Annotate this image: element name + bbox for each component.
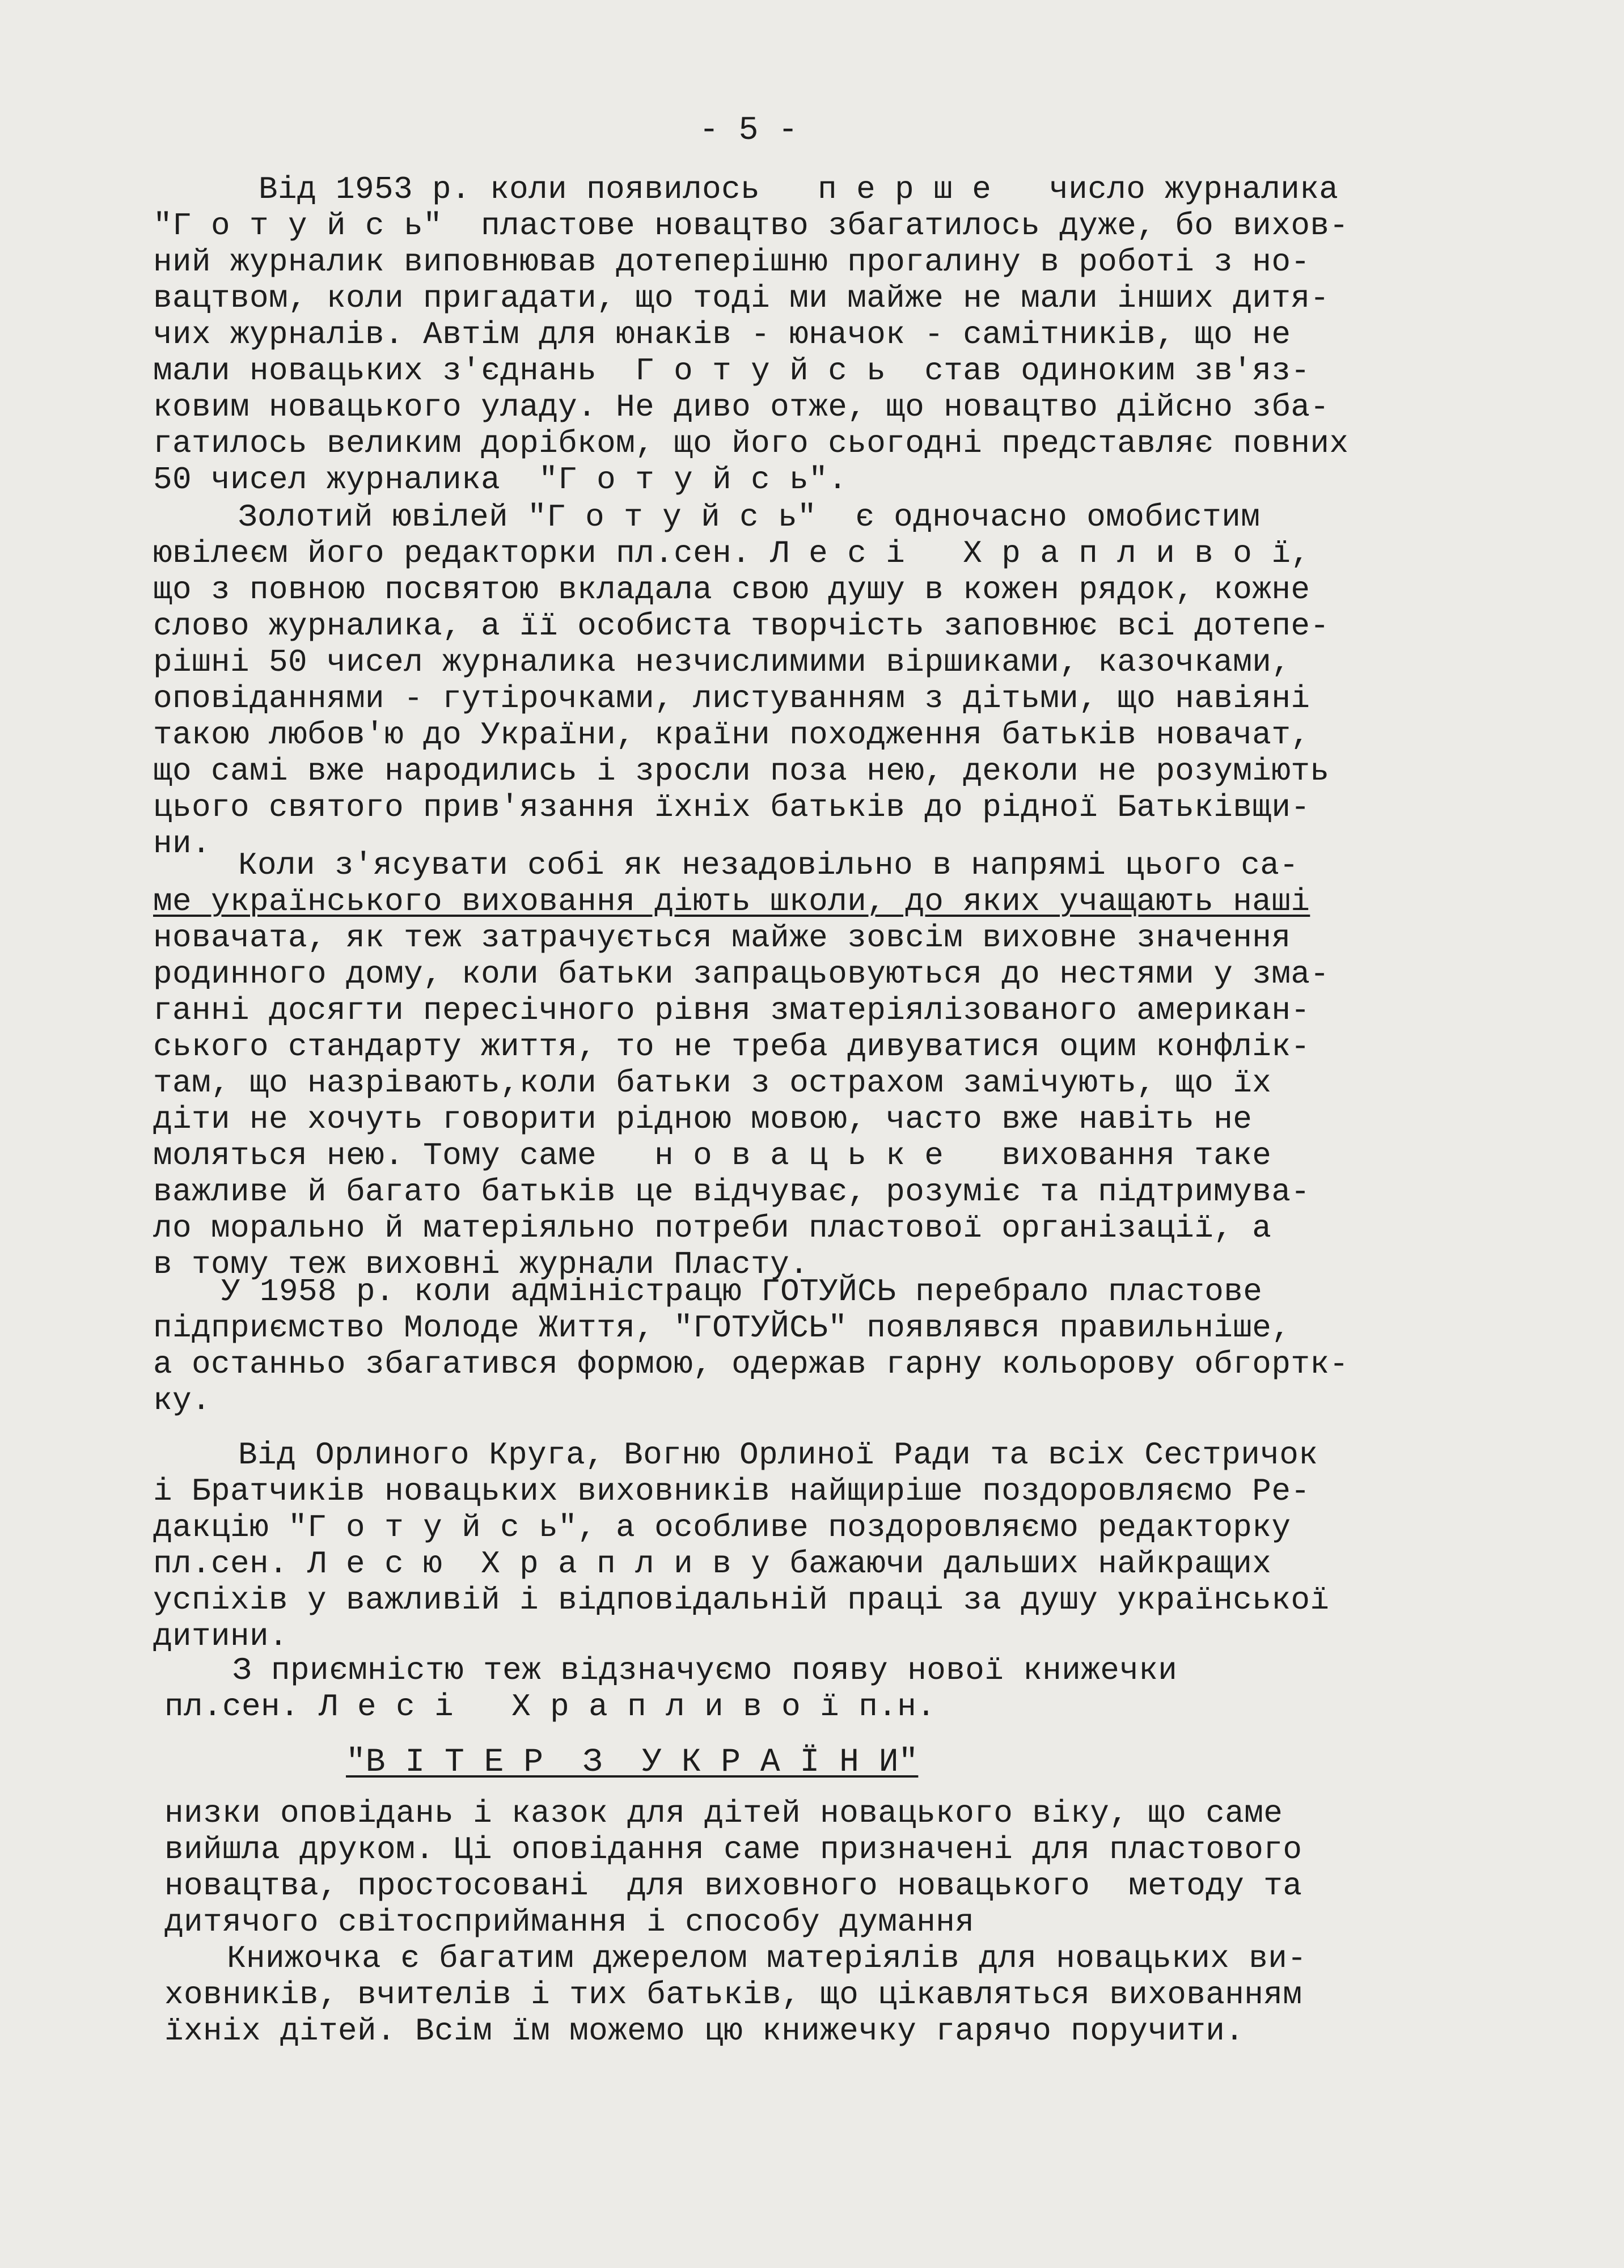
text-line: мали новацьких з'єднань Г о т у й с ь став одиноким зв'яз-	[153, 353, 1310, 389]
text-line: ховників, вчителів і тих батьків, що цікавляться вихованням	[164, 1977, 1302, 2013]
text-line: діти не хочуть говорити рідною мовою, часто вже навіть не	[153, 1101, 1253, 1137]
text-line: що самі вже народились і зросли поза нею, деколи не розуміють	[153, 753, 1330, 789]
text-line: важливе й багато батьків це відчуває, розуміє та підтримува-	[153, 1174, 1310, 1210]
text-line: їхніх дітей. Всім їм можемо цю книжечку гарячо поручити.	[164, 2013, 1245, 2049]
text-line: моляться нею. Тому саме н о в а ц ь к е виховання таке	[153, 1137, 1272, 1174]
text-line: новачата, як теж затрачується майже зовсім виховне значення	[153, 920, 1291, 956]
text-line: "Г о т у й с ь" пластове новацтво збагатилось дуже, бо вихов-	[153, 208, 1349, 244]
text-line: пл.сен. Л е с і Х р а п л и в о ї п.н.	[164, 1689, 936, 1725]
text-line: ювілеєм його редакторки пл.сен. Л е с і Х р а п л и в о ї,	[153, 535, 1310, 572]
text-line: в тому теж виховні журнали Пласту.	[153, 1246, 809, 1283]
text-line: ни.	[153, 826, 212, 862]
text-line: У 1958 р. коли адміністрацю ГОТУЙСЬ перебрало пластове	[221, 1273, 1263, 1310]
text-line: Золотий ювілей "Г о т у й с ь" є одночасно омобистим	[238, 499, 1261, 535]
text-line: низки оповідань і казок для дітей новацького віку, що саме	[164, 1795, 1283, 1831]
text-line: оповіданнями - гутірочками, листуванням з дітьми, що навіяні	[153, 680, 1310, 717]
text-line: дитячого світосприймання і способу думання	[164, 1904, 975, 1940]
text-line: гатилось великим дорібком, що його сьогодні представляє повних	[153, 425, 1349, 462]
text-line: що з повною посвятою вкладала свою душу в кожен рядок, кожне	[153, 572, 1310, 608]
text-line: ського стандарту життя, то не треба дивуватися оцим конфлік-	[153, 1029, 1310, 1065]
text-line: підприємство Молоде Життя, "ГОТУЙСЬ" появлявся правильніше,	[153, 1310, 1291, 1346]
text-line: такою любов'ю до України, країни походження батьків новачат,	[153, 717, 1310, 753]
text-line: дитини.	[153, 1618, 289, 1655]
text-line: новацтва, простосовані для виховного новацького методу та	[164, 1868, 1302, 1904]
text-line: вацтвом, коли пригадати, що тоді ми майже не мали інших дитя-	[153, 280, 1330, 316]
text-line: рішні 50 чисел журналика незчислимими віршиками, казочками,	[153, 644, 1291, 680]
text-line: ло морально й матеріяльно потреби пластової організації, а	[153, 1210, 1272, 1246]
text-line: дакцію "Г о т у й с ь", а особливе поздоровляємо редакторку	[153, 1509, 1291, 1546]
text-line-underlined: ме українського виховання діють школи, до яких учащають наші	[153, 883, 1310, 920]
text-line: і Братчиків новацьких виховників найщиріше поздоровляємо Ре-	[153, 1473, 1310, 1509]
text-line: Коли з'ясувати собі як незадовільно в напрямі цього са-	[238, 847, 1299, 883]
text-line: ковим новацького уладу. Не диво отже, що новацтво дійсно зба-	[153, 389, 1330, 425]
text-line: ний журналик виповнював дотеперішню прогалину в роботі з но-	[153, 244, 1310, 280]
text-line: а останньо збагатився формою, одержав гарну кольорову обгортк-	[153, 1346, 1349, 1382]
text-line: ку.	[153, 1382, 212, 1419]
text-line: Від Орлиного Круга, Вогню Орлиної Ради та всіх Сестричок	[238, 1437, 1318, 1473]
book-title: "В І Т Е Р З У К Р А Ї Н И"	[346, 1744, 919, 1781]
text-line: успіхів у важливій і відповідальній праці за душу української	[153, 1582, 1330, 1618]
text-line: 50 чисел журналика "Г о т у й с ь".	[153, 462, 848, 498]
text-line: Від 1953 р. коли появилось п е р ш е число журналика	[259, 171, 1339, 208]
text-line: чих журналів. Автім для юнаків - юначок - самітників, що не	[153, 316, 1291, 353]
text-line: цього святого прив'язання їхніх батьків до рідної Батьківщи-	[153, 789, 1310, 826]
text-line: вийшла друком. Ці оповідання саме призначені для пластового	[164, 1831, 1302, 1868]
text-line: Книжочка є багатим джерелом матеріялів для новацьких ви-	[227, 1940, 1307, 1977]
text-line: пл.сен. Л е с ю Х р а п л и в у бажаючи дальших найкращих	[153, 1546, 1272, 1582]
text-line: З приємністю теж відзначуємо появу нової книжечки	[232, 1652, 1178, 1689]
text-line: там, що назрівають,коли батьки з острахом замічують, що їх	[153, 1065, 1272, 1101]
text-line: родинного дому, коли батьки запрацьовуються до нестями у зма-	[153, 956, 1330, 992]
page-number: - 5 -	[699, 112, 798, 149]
text-line: слово журналика, а її особиста творчість заповнює всі дотепе-	[153, 608, 1330, 644]
text-line: ганні досягти пересічного рівня зматеріялізованого американ-	[153, 992, 1310, 1029]
